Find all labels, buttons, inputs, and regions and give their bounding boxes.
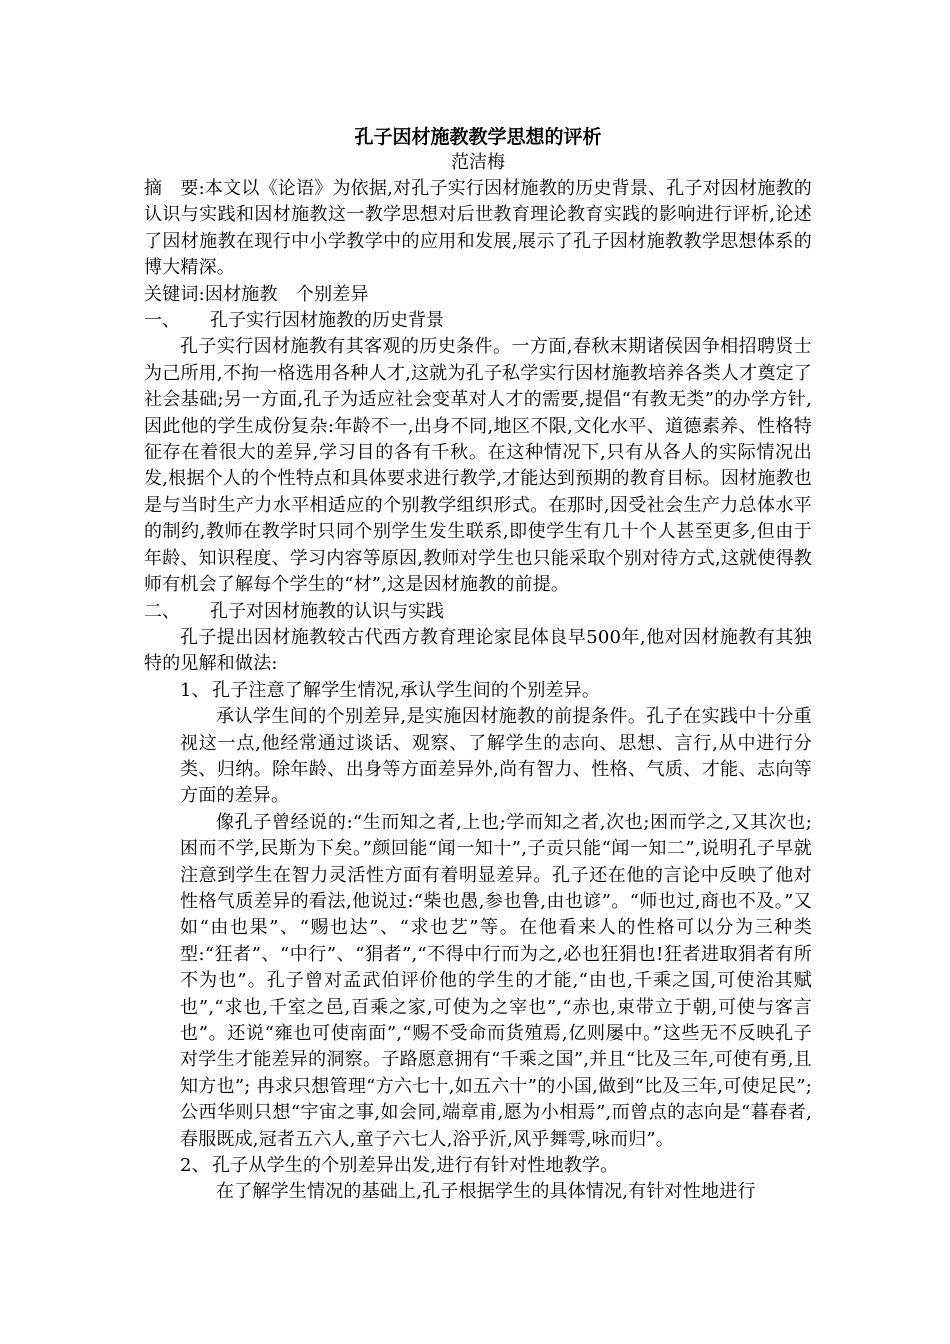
body-paragraph: 承认学生间的个别差异,是实施因材施教的前提条件。孔子在实践中十分重视这一点,他经常通过谈话、观察、了解学生的志向、思想、言行,从中进行分类、归纳。除年龄、出身等方面差异外,尚有智力、性格、气质、才能、志向等方面的差异。 — [180, 706, 812, 807]
list-item — [144, 678, 812, 704]
body-paragraph: 像孔子曾经说的:“生而知之者,上也;学而知之者,次也;困而学之,又其次也;困而不学,民斯为下矣。”颜回能“闻一知十”,子贡只能“闻一知二”,说明孔子早就注意到学生在智力灵活性方面有着明显差异。孔子还在他的言论中反映了他对性格气质差异的看法,他说过:“柴也愚,参也鲁,由也谚”。“师也过,商也不及。”又如“由也果”、“赐也达”、“求也艺”等。在他看来人的性格可以分为三种类型:“狂者”、“中行”、“狷者”,“不得中行而为之,必也狂狷也!狂者进取狷者有所不为也”。孔子曾对孟武伯评价他的学生的才能,“由也,千乘之国,可使治其赋也”,“求也,千室之邑,百乘之家,可使为之宰也”,“赤也,束带立于朝,可使与客言也”。还说“雍也可使南面”,“赐不受命而货殖焉,亿则屡中。”这些无不反映孔子对学生才能差异的洞察。子路愿意拥有“千乘之国”,并且“比及三年,可使有勇,且知方也”; 冉求只想管理“方六七十,如五六十”的小国,做到“比及三年,可使足民”;公西华则只想“宇宙之事,如会同,端章甫,愿为小相焉”,而曾点的志向是“暮春者,春服既成,冠者五六人,童子六七人,浴乎沂,风乎舞雩,咏而归”。 — [180, 811, 812, 1150]
body-paragraph: 孔子提出因材施教较古代西方教育理论家昆体良早500年,他对因材施教有其独特的见解和做法: — [144, 626, 812, 675]
section-title: 孔子实行因材施教的历史背景 — [210, 310, 444, 332]
body-paragraph: 孔子实行因材施教有其客观的历史条件。一方面,春秋末期诸侯因争相招聘贤士为己所用,不拘一格选用各种人才,这就为孔子私学实行因材施教培养各类人才奠定了社会基础;另一方面,孔子为适应社会变革对人才的需要,提倡“有教无类”的办学方针,因此他的学生成份复杂:年龄不一,出身不同,地区不限,文化水平、道德素养、性格特征存在着很大的差异,学习目的各有千秋。在这种情况下,只有从各人的实际情况出发,根据个人的个性特点和具体要求进行教学,才能达到预期的教育目标。因材施教也是与当时生产力水平相适应的个别教学组织形式。在那时,因受社会生产力总体水平的制约,教师在教学时只同个别学生发生联系,即使学生有几十个人甚至更多,但由于年龄、知识程度、学习内容等原因,教师对学生也只能采取个别对待方式,这就使得教师有机会了解每个学生的“材”,这是因材施教的前提。 — [144, 336, 812, 596]
abstract-paragraph: 摘 要:本文以《论语》为依据,对孔子实行因材施教的历史背景、孔子对因材施教的认识与实践和因材施教这一教学思想对后世教育理论教育实践的影响进行评析,论述了因材施教在现行中小学教学中的应用和发展,展示了孔子因材施教教学思想体系的博大精深。 — [144, 178, 812, 279]
author-name: 范洁梅 — [451, 152, 505, 173]
document-body — [144, 124, 812, 1206]
list-item-text: 孔子注意了解学生情况,承认学生间的个别差异。 — [212, 679, 601, 701]
list-item-text: 孔子从学生的个别差异出发,进行有针对性地教学。 — [212, 1155, 619, 1177]
keywords-line: 关键词:因材施教 个别差异 — [144, 283, 369, 305]
list-item — [144, 1153, 812, 1179]
document-title: 孔子因材施教教学思想的评析 — [354, 126, 602, 148]
list-item-number: 2、 — [180, 1155, 210, 1177]
section-number: 二、 — [144, 600, 180, 622]
section-heading — [144, 599, 812, 625]
section-title: 孔子对因材施教的认识与实践 — [210, 600, 444, 622]
section-heading — [144, 308, 812, 334]
section-number: 一、 — [144, 310, 180, 332]
body-paragraph: 在了解学生情况的基础上,孔子根据学生的具体情况,有针对性地进行 — [216, 1181, 756, 1203]
list-item-number: 1、 — [180, 679, 210, 701]
